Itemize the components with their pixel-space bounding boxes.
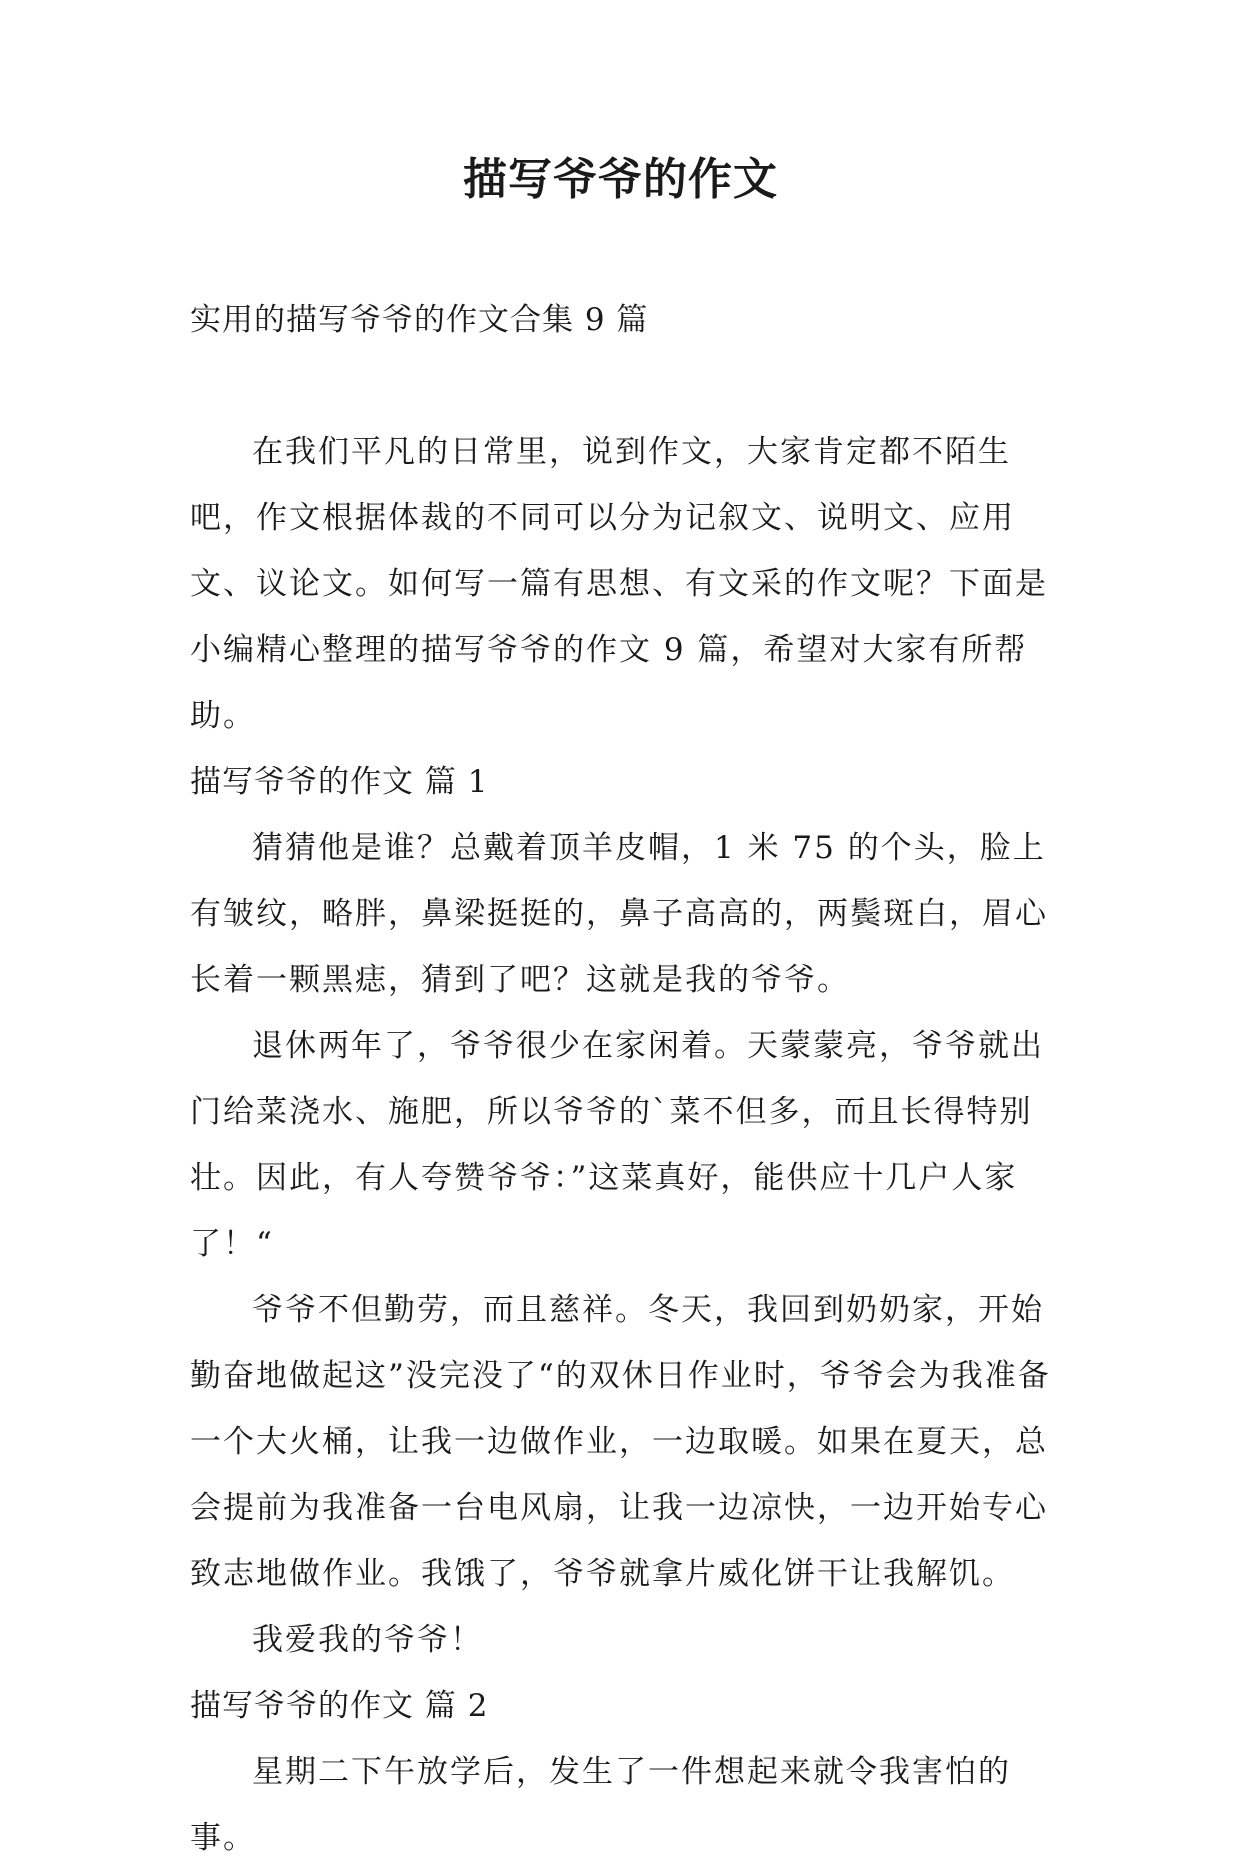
paragraph: 我爱我的爷爷！ — [252, 1622, 483, 1658]
paragraph: 退休两年了，爷爷很少在家闲着。天蒙蒙亮，爷爷就出门给菜浇水、施肥，所以爷爷的`菜不但多，而且长得特别壮。因此，有人夸赞爷爷：”这菜真好，能供应十几户人家了！“ — [190, 1028, 1044, 1262]
document-subtitle: 实用的描写爷爷的作文合集 9 篇 — [190, 302, 649, 338]
section-heading-2: 描写爷爷的作文 篇 2 — [190, 1688, 489, 1724]
document-title: 描写爷爷的作文 — [463, 154, 778, 205]
section-heading-1: 描写爷爷的作文 篇 1 — [190, 764, 489, 800]
paragraph: 猜猜他是谁？总戴着顶羊皮帽，1 米 75 的个头，脸上有皱纹，略胖，鼻梁挺挺的，鼻子高高的，两鬓斑白，眉心长着一颗黑痣，猜到了吧？这就是我的爷爷。 — [190, 830, 1048, 998]
intro-paragraph: 在我们平凡的日常里，说到作文，大家肯定都不陌生吧，作文根据体裁的不同可以分为记叙文、说明文、应用文、议论文。如何写一篇有思想、有文采的作文呢？下面是小编精心整理的描写爷爷的作文 9 篇，希望对大家有所帮助。 — [190, 434, 1048, 734]
paragraph: 星期二下午放学后，发生了一件想起来就令我害怕的事。 — [190, 1754, 1011, 1856]
paragraph: 爷爷不但勤劳，而且慈祥。冬天，我回到奶奶家，开始勤奋地做起这”没完没了“的双休日作业时，爷爷会为我准备一个大火桶，让我一边做作业，一边取暖。如果在夏天，总会提前为我准备一台电风扇，让我一边凉快，一边开始专心致志地做作业。我饿了，爷爷就拿片威化饼干让我解饥。 — [190, 1292, 1051, 1592]
document-body — [190, 287, 1070, 1871]
